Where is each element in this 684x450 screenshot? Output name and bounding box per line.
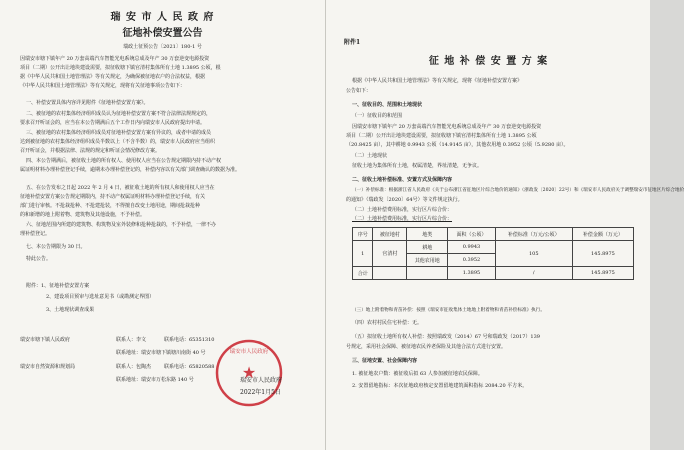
table-cell: / [495,267,572,280]
section-heading: 二、征收土地补偿标准、安置方式及保障内容 [352,177,453,183]
signature-date: 2022年1月5日 [240,389,281,396]
table-cell: 合计 [353,267,373,280]
section-line: 召开听证会，并根据法律、法规的规定和听证会情况修改方案。 [20,148,161,154]
section-line: （二）土地补偿费用标准，实行区片综合价： [352,207,453,213]
section-line: 2. 安置留地指标：本次征地政府核定安置留地建筑面积指标 2084.20 平方米。 [352,383,528,389]
intro-line: 《中华人民共和国土地管理法》等有关规定，现将有关征地事项公告如下： [20,83,186,89]
plan-title: 征 地 补 偿 安 置 方 案 [428,56,549,67]
contact-org: 瑞安市塘下镇人民政府 [20,337,71,343]
section-line: （二）土地补偿费用标准，实行区片综合价： [352,216,453,222]
plan-intro-line: 根据《中华人民共和国土地管理法》等有关规定，现将《征地补偿安置方案》 [352,78,523,84]
section-line: 因瑞安市塘下镇年产 20 万套高端汽车智能光电系统总成及年产 30 万套逆变电源投资 [352,124,542,130]
section-line: 的通知》（瑞政发〔2020〕64号）等文件规定执行。 [346,197,463,203]
table-cell: 145.8975 [572,241,633,267]
attachment-item: 2、建设项目预审与选址意见书（或勘测定界图） [46,294,155,300]
table-cell: 0.9943 [448,241,496,254]
section-line: 理补偿登记。 [20,231,51,237]
table-cell: 其他农用地 [407,254,448,267]
plan-intro-line: 公告如下： [346,88,372,94]
table-header-cell: 补偿金额（万元） [572,228,633,241]
section-line: 属证明材料办理补偿登记手续，逾期未办理补偿登记的，补偿内容以有关部门调查确认的数据为准。 [20,167,241,173]
section-line: （一）征收目的和范围 [352,113,403,119]
section-line: 项目（二期）公开出让地块建设需要，拟征收塘下镇官清村集体所有土地 1.3895 公顷 [346,133,537,139]
section-line: （一）补偿标准：根据浙江省人民政府《关于公布浙江省征地区片综合地价的通知》（浙政发〔2020〕22号）和《瑞安市人民政府关于调整瑞安市征地区片综合地价 [352,188,684,193]
section-line: 特此公告。 [26,256,52,262]
compensation-table [352,227,634,280]
table-header-cell: 补偿标准（万元/公顷） [495,228,572,241]
contact-org: 瑞安市自然资源和规划局 [20,364,76,370]
table-row [353,241,634,254]
table-cell: 耕地 [407,241,448,254]
section-heading: 一、征收目的、范围和土地现状 [352,102,423,108]
contact-phone: 联系电话：65351310 [164,337,215,343]
section-line: （20.8425 亩），其中耕地 0.9943 公顷（14.9145 亩），其他农用地 0.3952 公顷（5.9280 亩）。 [346,142,569,148]
contact-address: 联系地址：瑞安市万松东路 140 号 [116,377,194,383]
table-cell: 0.3952 [448,254,496,267]
section-line: （二）土地现状 [352,153,388,159]
section-line: 四、本公告期满后，被征收土地的所有权人、使用权人应当在公告规定期限内持不动产权 [26,158,222,164]
table-total-row [353,267,634,280]
section-line: 部门进行审核。不抢栽抢种、不抢建抢装，不得擅自改变土地用途，期间抢栽抢种 [20,203,201,209]
section-line: 号规定，采用社会保障、被征地农民养老保险及其他合法方式进行安置。 [346,344,507,350]
table-cell [407,267,448,280]
section-line: 二、被征地的农村集体经济组织成员认为征地补偿安置方案不符合法律法规规定的， [26,111,212,117]
left-page [0,0,325,450]
section-line: 1. 被征地农户数：被征收后拟 63 人参加被征地农民保障。 [352,371,483,377]
announcement-title: 征地补偿安置公告 [122,28,203,39]
table-cell [373,267,407,280]
contact-address: 联系地址：瑞安市塘下镇塘川南街 40 号 [116,350,206,356]
attachment-item: 3、土地现状调查成果 [46,307,95,313]
right-page [325,0,684,450]
intro-line: 因瑞安市塘下镇年产 20 万套高端汽车智能光电系统总成及年产 30 万套逆变电源投资 [20,56,210,62]
table-header-cell: 面积（公顷） [448,228,496,241]
section-heading: 三、征地安置、社会保障内容 [352,358,418,364]
section-line: 五、在公告发布之日起 2022 年 2 月 4 日，被征收土地的所有权人和使用权人应当在 [26,185,215,191]
section-line: 六、征地范围内所建的建筑物、构筑物及室外装修和抢种抢栽的，不予补偿，一律不办 [26,222,217,228]
table-cell: 145.8975 [572,267,633,280]
section-line: 征地补偿安置方案公告规定期限内，持不动产权属证明材料办理补偿登记手续，有关 [20,194,206,200]
section-line: （四）农村村民住宅补偿：无。 [352,320,423,326]
section-line: 要求召开听证会的，应当在本公告期满后五个工作日内向瑞安市人民政府提出申请。 [20,120,206,126]
contact-person: 联系人：李文 [116,337,147,343]
section-line: （五）拟征收土地所有权人补偿：按照瑞政发（2014）67 号和瑞政发（2017）139 [352,334,540,340]
table-header-cell: 序号 [353,228,373,241]
attachments-label: 附件：1、征地补偿安置方案 [26,283,90,289]
table-cell: 官清村 [373,241,407,267]
section-line: 三、被征地的农村集体经济组织成员对征地补偿安置方案有异议的，或者申请的成员 [26,130,212,136]
section-line: （三）地上附着物和青苗补偿：按照《瑞安市征收集体土地地上附着物和青苗补偿标准》执行。 [352,308,545,313]
section-line: 达到被征地的农村集体经济组织成员半数以上（不含半数）的，瑞安市人民政府应当组织 [20,139,216,145]
table-header-cell: 地类 [407,228,448,241]
table-cell: 1 [353,241,373,267]
table-header-cell: 被征地村 [373,228,407,241]
intro-line: 据《中华人民共和国土地管理法》等有关规定，为确保被征地农户的合法权益，根据 [20,74,206,80]
contact-phone: 联系电话：65820588 [164,364,215,370]
seal-star-icon: ★ [241,363,257,382]
table-header-row [353,228,634,241]
table-cell: 105 [495,241,572,267]
intro-line: 项目（二期）公开出让地块建设需要，拟征收塘下镇官清村集体所有土地 1.3895 公顷，根 [20,65,221,71]
issuer-heading: 瑞 安 市 人 民 政 府 [110,12,215,23]
contact-person: 联系人：包陶杰 [116,364,152,370]
doc-number: 瑞政土征预公告〔2021〕180-1 号 [123,44,202,50]
attachment-number: 附件1 [344,39,361,46]
section-line: 的和新增的地上附着物、建筑物及其他设施，不予补偿。 [20,212,146,218]
section-line: 征收土地为集体所有土地，权属清楚，界址清楚，无争议。 [352,163,483,169]
table-cell: 1.3895 [448,267,496,280]
section-line: 七、本公告期限为 30 日。 [26,244,86,250]
seal-text: 瑞安市人民政府 [229,349,269,355]
signature-org: 瑞安市人民政府 [240,377,283,384]
section-line: 一、补偿安置具体内容详见附件《征地补偿安置方案》。 [26,100,149,106]
